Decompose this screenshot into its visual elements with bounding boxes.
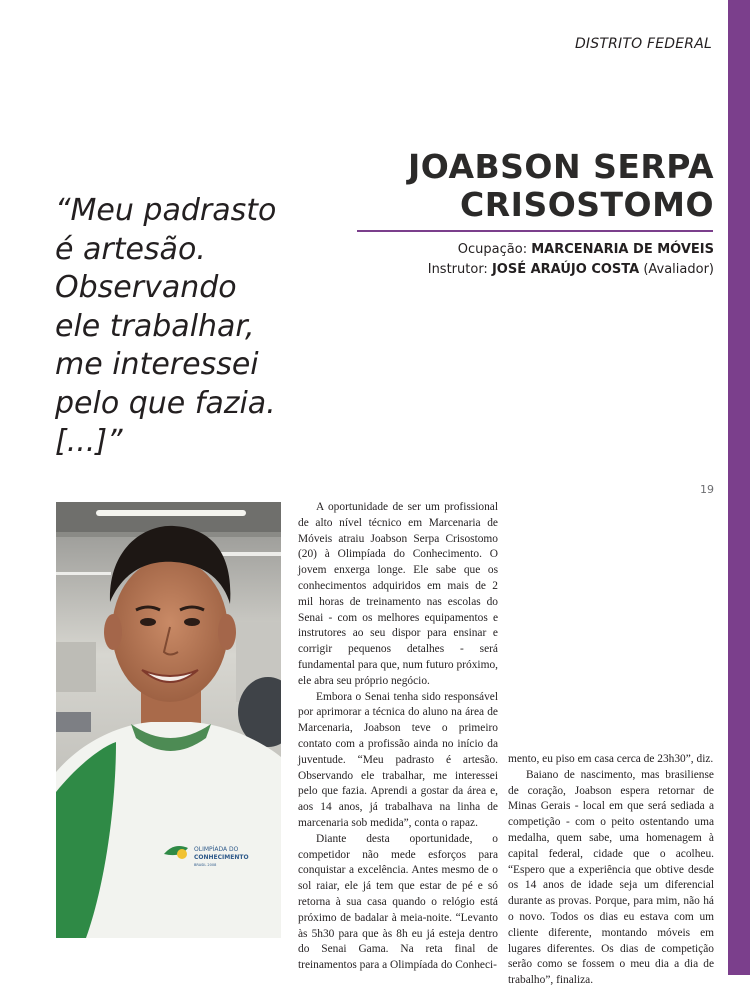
shirt-logo-line2: CONHECIMENTO — [194, 854, 249, 861]
article-column-1 — [298, 500, 498, 974]
section-region-label: DISTRITO FEDERAL — [574, 36, 712, 52]
occupation-label: Ocupação: — [457, 242, 532, 257]
instructor-role: (Avaliador) — [639, 262, 714, 277]
instructor-label: Instrutor: — [427, 262, 492, 277]
portrait-photo — [56, 502, 281, 938]
instructor-value: JOSÉ ARAÚJO COSTA — [491, 262, 640, 277]
profile-meta — [428, 240, 714, 280]
article-column-2 — [508, 752, 714, 989]
shirt-logo-line3: BRASIL 2008 — [194, 863, 217, 867]
profile-name-line1: JOABSON SERPA — [408, 147, 714, 186]
purple-side-bar — [728, 0, 750, 975]
article-paragraph: Baiano de nascimento, mas brasiliense de coração, Joabson espera retornar de Minas Gerais - local em que será sediada a competição - com o peito ostentando uma medalha, quem sabe, uma homenagem à capital federal, cidade que o acolheu. “Espero que a experiência que obtive desde os 14 anos de idade seja um diferencial durante as provas. Porque, para mim, não há o novo. Todos os dias eu estava com um cliente diferente, montando móveis em lugares diferentes. Os dias de competição serão como se fossem o meu dia a dia de trabalho”, finaliza. — [508, 768, 714, 987]
article-paragraph-continuation: mento, eu piso em casa cerca de 23h30”, diz. — [508, 753, 714, 765]
occupation-value: MARCENARIA DE MÓVEIS — [531, 242, 714, 257]
title-divider — [357, 230, 713, 232]
pull-quote: “Meu padrasto é artesão. Observando ele trabalhar, me interessei pelo que fazia. [...]” — [55, 193, 277, 459]
page-number: 19 — [700, 483, 714, 496]
article-paragraph: A oportunidade de ser um profissional de alto nível técnico em Marcenaria de Móveis atraiu Joabson Serpa Crisostomo (20) à Olimpíada do Conhecimento. O jovem enxerga longe. Ele sabe que os conhecimentos adquiridos em mais de 2 mil horas de treinamento nas escolas do Senai - com os melhores equipamentos e instrutores ao seu dispor para ensinar e corrigir pequenos detalhes - será fundamental para que, num futuro próximo, ele abra seu próprio negócio. — [298, 501, 498, 687]
shirt-logo-line1: OLIMPÍADA DO — [194, 846, 239, 853]
article-paragraph: Diante desta oportunidade, o competidor não mede esforços para conquistar a excelência. Antes mesmo de o sol raiar, ele já tem que estar de pé e só retorna à sua casa quando o relógio está próximo de badalar à meia-noite. “Levanto às 5h30 para que às 8h eu já esteja dentro do Senai Gama. Na reta final de treinamentos para a Olimpíada do Conheci- — [298, 832, 498, 972]
article-paragraph: Embora o Senai tenha sido responsável por aprimorar a técnica do aluno na área de Marcenaria, Joabson teve o primeiro contato com a profissão ainda no início da juventude. “Meu padrasto é artesão. Observando ele trabalhar, me interessei pelo que fazia. Aprendi a gostar da área e, aos 14 anos, já trabalhava na linha de marcenaria sob medida”, conta o rapaz. — [298, 690, 498, 829]
profile-name — [374, 148, 714, 224]
profile-name-line2: CRISOSTOMO — [460, 185, 714, 224]
instructor-line — [428, 260, 714, 280]
occupation-line — [428, 240, 714, 260]
portrait-photo-illustration — [56, 502, 281, 938]
